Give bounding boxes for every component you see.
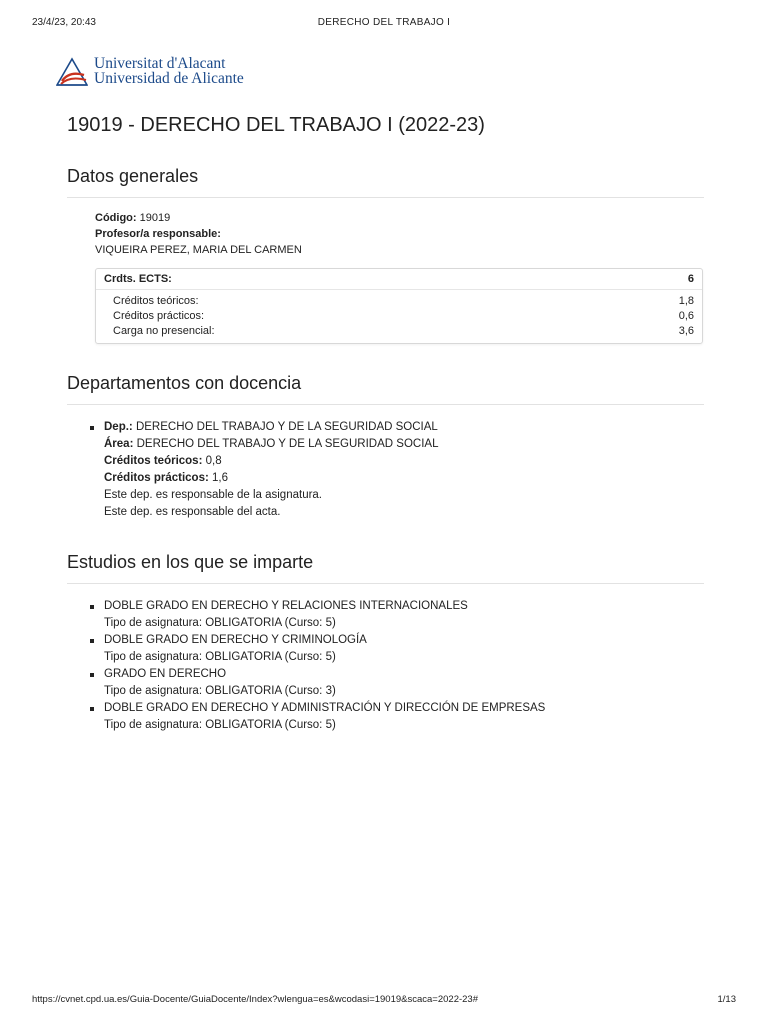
profesor-value: VIQUEIRA PEREZ, MARIA DEL CARMEN	[95, 244, 302, 256]
dep-label: Dep.:	[104, 421, 133, 433]
creditos-teoricos-value: 0,8	[205, 455, 222, 467]
bullet-icon	[90, 426, 94, 430]
ects-row-value: 0,6	[678, 310, 694, 322]
university-emblem-icon	[56, 56, 88, 86]
list-item	[67, 419, 704, 521]
estudio-tipo: Tipo de asignatura: OBLIGATORIA (Curso: 5)	[104, 617, 336, 629]
ects-row-label: Créditos teóricos:	[113, 295, 199, 307]
university-name-valencian: Universitat d'Alacant	[94, 55, 226, 72]
estudio-name: DOBLE GRADO EN DERECHO Y CRIMINOLOGÍA	[104, 634, 367, 646]
ects-label: Crdts. ECTS:	[104, 273, 172, 285]
section-departamentos	[67, 371, 704, 521]
estudio-name: DOBLE GRADO EN DERECHO Y ADMINISTRACIÓN Y DIRECCIÓN DE EMPRESAS	[104, 702, 546, 714]
area-value: DERECHO DEL TRABAJO Y DE LA SEGURIDAD SOCIAL	[136, 438, 439, 450]
creditos-teoricos-line	[104, 453, 704, 470]
university-name-spanish: Universidad de Alicante	[94, 70, 244, 87]
section-divider	[67, 583, 704, 584]
print-document-title: DERECHO DEL TRABAJO I	[317, 17, 451, 28]
ects-row-value: 3,6	[678, 325, 694, 337]
dep-line	[104, 419, 704, 436]
print-footer	[32, 994, 736, 1008]
page-url: https://cvnet.cpd.ua.es/Guia-Docente/GuiaDocente/Index?wlengua=es&wcodasi=19019&scaca=2022-23#	[32, 994, 479, 1005]
section-title-estudios: Estudios en los que se imparte	[67, 552, 314, 572]
departamentos-list	[67, 419, 704, 521]
ects-credits-box	[95, 268, 703, 344]
estudio-tipo: Tipo de asignatura: OBLIGATORIA (Curso: 5)	[104, 651, 336, 663]
ects-row-no-presencial	[96, 324, 702, 339]
page-number: 1/13	[717, 994, 736, 1005]
responsable-asignatura-note: Este dep. es responsable de la asignatura.	[104, 489, 323, 501]
ects-row-label: Créditos prácticos:	[113, 310, 205, 322]
course-title: 19019 - DERECHO DEL TRABAJO I (2022-23)	[67, 114, 485, 136]
ects-row-teoricos	[96, 294, 702, 309]
profesor-label: Profesor/a responsable:	[95, 228, 221, 240]
estudio-tipo: Tipo de asignatura: OBLIGATORIA (Curso: 5)	[104, 719, 336, 731]
estudio-tipo: Tipo de asignatura: OBLIGATORIA (Curso: 3)	[104, 685, 336, 697]
codigo-label: Código:	[95, 212, 137, 224]
list-item	[67, 700, 704, 734]
codigo-value: 19019	[139, 212, 171, 224]
responsable-acta-note: Este dep. es responsable del acta.	[104, 506, 281, 518]
university-name	[94, 56, 244, 86]
estudio-name: GRADO EN DERECHO	[104, 668, 227, 680]
print-header	[32, 17, 736, 31]
bullet-icon	[90, 605, 94, 609]
print-datetime: 23/4/23, 20:43	[32, 17, 96, 28]
course-info	[95, 210, 704, 258]
list-item	[67, 632, 704, 666]
university-logo[interactable]	[56, 54, 244, 88]
ects-total: 6	[687, 273, 694, 285]
list-item	[67, 666, 704, 700]
bullet-icon	[90, 673, 94, 677]
estudio-name: DOBLE GRADO EN DERECHO Y RELACIONES INTERNACIONALES	[104, 600, 468, 612]
list-item	[67, 598, 704, 632]
section-divider	[67, 197, 704, 198]
main-content	[67, 108, 704, 734]
section-title-departamentos: Departamentos con docencia	[67, 373, 302, 393]
creditos-practicos-line	[104, 470, 704, 487]
creditos-teoricos-label: Créditos teóricos:	[104, 455, 203, 467]
ects-row-practicos	[96, 309, 702, 324]
bullet-icon	[90, 707, 94, 711]
estudios-list	[67, 598, 704, 734]
section-divider	[67, 404, 704, 405]
codigo-line	[95, 210, 704, 226]
ects-row-label: Carga no presencial:	[113, 325, 215, 337]
area-label: Área:	[104, 438, 134, 450]
section-estudios	[67, 550, 704, 734]
dep-value: DERECHO DEL TRABAJO Y DE LA SEGURIDAD SOCIAL	[135, 421, 438, 433]
creditos-practicos-label: Créditos prácticos:	[104, 472, 209, 484]
section-datos-generales	[67, 164, 704, 344]
ects-breakdown	[96, 290, 702, 343]
area-line	[104, 436, 704, 453]
profesor-label-line	[95, 226, 704, 242]
ects-row-value: 1,8	[678, 295, 694, 307]
creditos-practicos-value: 1,6	[212, 472, 229, 484]
ects-total-row	[96, 269, 702, 290]
bullet-icon	[90, 639, 94, 643]
section-title-datos-generales: Datos generales	[67, 166, 199, 186]
